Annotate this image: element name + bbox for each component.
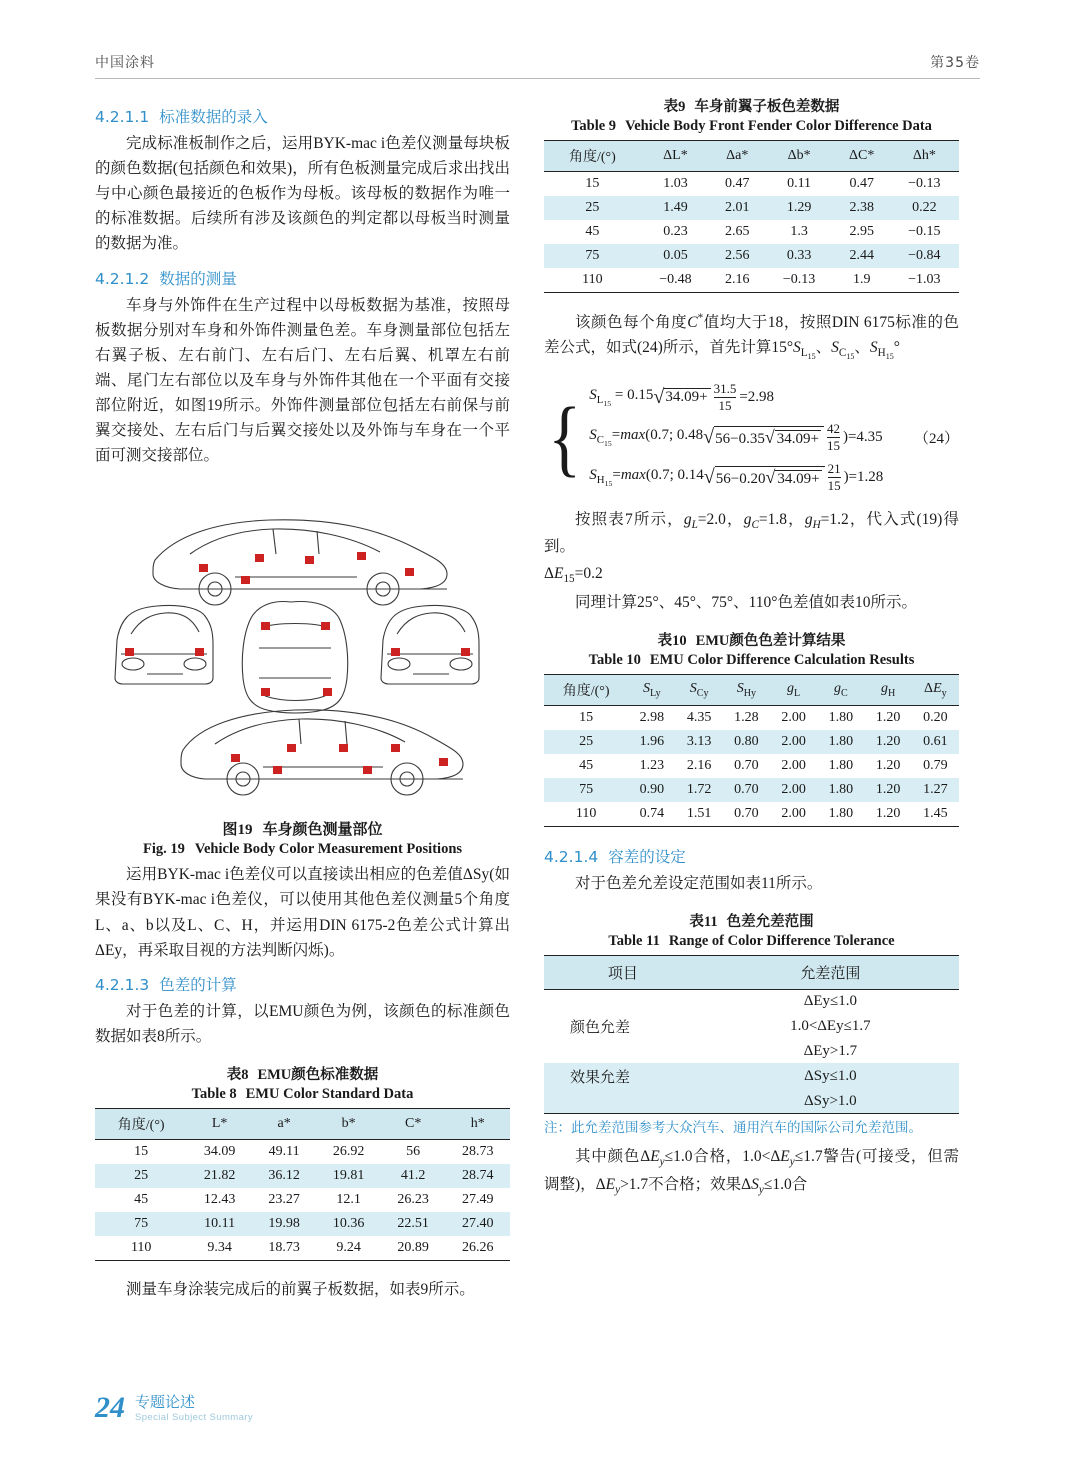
table-row bbox=[95, 1236, 510, 1261]
cell: 45 bbox=[585, 224, 600, 239]
column-header: C* bbox=[381, 1108, 446, 1139]
cell: 0.90 bbox=[628, 778, 675, 802]
column-header: ΔC* bbox=[834, 141, 890, 172]
table-11-note: 注：此允差范围参考大众汽车、通用汽车的国际公司允差范围。 bbox=[544, 1120, 922, 1137]
cell: 1.27 bbox=[912, 778, 959, 802]
cell: 28.73 bbox=[461, 1143, 494, 1159]
column-header: Δh* bbox=[890, 141, 959, 172]
cell: 1.0<ΔEy≤1.7 bbox=[790, 1018, 871, 1035]
section-heading-4214 bbox=[544, 845, 959, 867]
cell: ΔSy≤1.0 bbox=[702, 1063, 959, 1090]
table-row bbox=[544, 706, 959, 731]
table-row bbox=[544, 990, 959, 1014]
cell: 19.81 bbox=[316, 1164, 381, 1188]
cell: 0.11 bbox=[787, 176, 812, 191]
column-header: Δa* bbox=[710, 141, 764, 172]
cell: 0.47 bbox=[849, 176, 874, 191]
table-row bbox=[544, 220, 959, 244]
table-row bbox=[544, 1013, 959, 1040]
cell: 9.24 bbox=[316, 1236, 381, 1261]
cell: 1.28 bbox=[734, 710, 759, 726]
cell: 0.70 bbox=[734, 758, 759, 774]
cell: −1.03 bbox=[890, 268, 959, 293]
cell: 2.65 bbox=[725, 224, 750, 239]
vehicle-diagram bbox=[95, 482, 495, 812]
cell: 1.03 bbox=[663, 176, 688, 191]
equation-block-24 bbox=[544, 374, 959, 501]
paragraph-table7-ref: 按照表7所示，$g_L=2.0$，$g_C=1.8$，$g_H=1.2$，代入式(19)得到。 bbox=[544, 510, 959, 555]
column-header: h* bbox=[445, 1108, 510, 1139]
cell: 19.98 bbox=[252, 1212, 317, 1236]
column-header: $g_C$ bbox=[817, 675, 864, 706]
cell: 2.00 bbox=[770, 778, 817, 802]
row-label bbox=[544, 1090, 702, 1114]
table-8-block bbox=[95, 1063, 510, 1261]
cell: 27.49 bbox=[461, 1191, 494, 1207]
table-8 bbox=[95, 1108, 510, 1261]
footer-section-en: Special Subject Summary bbox=[135, 1412, 253, 1423]
row-label: 颜色允差 bbox=[570, 1020, 631, 1037]
cell: 1.23 bbox=[639, 758, 665, 774]
table-9-title-en bbox=[544, 118, 959, 135]
cell: 26.26 bbox=[445, 1236, 510, 1261]
table-8-name-en: EMU Color Standard Data bbox=[245, 1085, 414, 1102]
figure-caption-cn bbox=[95, 818, 510, 839]
section-number: 4.2.1.2 bbox=[95, 269, 150, 288]
cell: 1.80 bbox=[817, 730, 864, 754]
cell: 0.74 bbox=[628, 802, 675, 827]
paragraph-measurement: 车身与外饰件在生产过程中以母板数据为基准，按照母板数据分别对车身和外饰件测量色差。车身测量部位包括左右翼子板、左右前门、左右后门、左右后翼、机罩左右前端、尾门左右部位以及车身与外饰件其他在一个平面有交接部位附近，如图19所示。外饰件测量部位包括左右前保与前翼交接处、左右后门与后翼交接处以及外饰与车身在一个平面可测交接部位。 bbox=[95, 296, 510, 465]
cell: 2.00 bbox=[781, 758, 806, 774]
table-header-row bbox=[95, 1108, 510, 1139]
cell: 45 bbox=[579, 758, 594, 774]
cell: 28.74 bbox=[445, 1164, 510, 1188]
cell: 41.2 bbox=[381, 1164, 446, 1188]
cell: 2.95 bbox=[849, 224, 874, 239]
section-title: 色差的计算 bbox=[159, 975, 237, 994]
figure-label-en: Fig. 19 bbox=[142, 841, 185, 858]
column-header: $S_{Cy}$ bbox=[675, 675, 722, 706]
cell: 2.16 bbox=[686, 758, 712, 774]
table-11 bbox=[544, 955, 959, 1114]
column-header: $S_{Hy}$ bbox=[723, 675, 770, 706]
table-8-label-en: Table 8 bbox=[191, 1085, 237, 1102]
section-heading-4212 bbox=[95, 267, 510, 289]
cell: 2.98 bbox=[639, 710, 665, 726]
cell: 1.20 bbox=[864, 730, 911, 754]
cell: 75 bbox=[544, 778, 628, 802]
paragraph-standard-data: 完成标准板制作之后，运用BYK-mac i色差仪测量每块板的颜色数据(包括颜色和效果)，所有色板测量完成后求出找出与中心颜色最接近的色板作为母板。该母板的数据作为唯一的标准数据。后续所有涉及该颜色的判定都以母板当时测量的数据为准。 bbox=[95, 135, 510, 253]
cell: 0.33 bbox=[764, 244, 833, 268]
cell: 15 bbox=[134, 1143, 149, 1159]
paragraph-byk-mac: 运用BYK-mac i色差仪可以直接读出相应的色差值ΔSy(如果没有BYK-mac i色差仪，可以使用其他色差仪测量5个角度L、a、b以及L、C、H，并运用DIN 6175-2色差公式计算出ΔEy，再采取目视的方法判断闪烁)。 bbox=[95, 866, 510, 959]
cell: 49.11 bbox=[268, 1143, 300, 1159]
table-row bbox=[544, 1063, 959, 1090]
cell: 20.89 bbox=[381, 1236, 446, 1261]
cell: 1.49 bbox=[641, 196, 710, 220]
page-number: 24 bbox=[95, 1391, 125, 1424]
cell: 1.20 bbox=[875, 710, 901, 726]
table-row bbox=[544, 1040, 959, 1063]
measurement-point-markers bbox=[125, 552, 470, 774]
table-9-label-en: Table 9 bbox=[571, 118, 617, 134]
table-10-label-cn: 表10 bbox=[657, 633, 687, 650]
table-row bbox=[95, 1139, 510, 1164]
cell: 36.12 bbox=[252, 1164, 317, 1188]
cell: 4.35 bbox=[686, 710, 712, 726]
cell: 10.36 bbox=[316, 1212, 381, 1236]
table-9-title-cn bbox=[544, 95, 959, 116]
equation-sl15: $S_{L_{15}} = 0.15$ √ 34.09+ $\frac{31.5}{15}$ =2.98 bbox=[589, 380, 775, 413]
paragraph-delta-e15: $\Delta E_{15}=0.2$ bbox=[544, 564, 603, 585]
cell: 26.23 bbox=[397, 1191, 429, 1207]
page-footer bbox=[95, 1391, 980, 1423]
column-header: $g_H$ bbox=[864, 675, 911, 706]
table-8-title-en bbox=[95, 1086, 510, 1103]
cell: 1.51 bbox=[675, 802, 722, 827]
cell: 0.47 bbox=[725, 176, 750, 191]
cell: 1.3 bbox=[790, 224, 808, 239]
table-11-title-cn bbox=[544, 910, 959, 931]
cell: 26.92 bbox=[332, 1143, 365, 1159]
section-number: 4.2.1.1 bbox=[95, 108, 150, 126]
cell: 12.1 bbox=[336, 1191, 361, 1207]
column-header: 角度/(°) bbox=[544, 141, 641, 172]
cell: −0.13 bbox=[908, 176, 941, 191]
table-10-name-en: EMU Color Difference Calculation Results bbox=[649, 652, 915, 669]
table-header-row bbox=[544, 675, 959, 706]
table-8-title-cn bbox=[95, 1063, 510, 1084]
table-11-name-en: Range of Color Difference Tolerance bbox=[668, 933, 895, 950]
section-heading-4213 bbox=[95, 973, 510, 995]
cell: 1.80 bbox=[828, 710, 854, 726]
column-header: a* bbox=[252, 1108, 317, 1139]
row-label: 效果允差 bbox=[544, 1063, 702, 1090]
row-label bbox=[544, 1040, 702, 1063]
column-header: $g_L$ bbox=[770, 675, 817, 706]
cell: 21.82 bbox=[187, 1164, 252, 1188]
table-row bbox=[95, 1188, 510, 1212]
cell: 110 bbox=[544, 802, 628, 827]
cell: 1.80 bbox=[828, 758, 854, 774]
cell: 1.72 bbox=[675, 778, 722, 802]
cell: 0.61 bbox=[912, 730, 959, 754]
column-header: $\Delta E_y$ bbox=[912, 675, 959, 706]
cell: 0.23 bbox=[663, 224, 688, 239]
cell: 0.20 bbox=[923, 710, 948, 726]
equation-number: （24） bbox=[913, 430, 959, 447]
cell: 18.73 bbox=[252, 1236, 317, 1261]
equation-sc15: $S_{C_{15}}=\max(0.7$; 0.48 √ 56−0.35√ 34.09+ $\frac{42}{15}$ )=4.35 （24） bbox=[589, 420, 959, 453]
section-title: 数据的测量 bbox=[159, 269, 237, 288]
figure-title-en: Vehicle Body Color Measurement Positions bbox=[194, 841, 463, 858]
section-title: 容差的设定 bbox=[608, 848, 686, 867]
cell: 75 bbox=[95, 1212, 187, 1236]
table-row bbox=[95, 1164, 510, 1188]
right-column bbox=[544, 95, 959, 1304]
table-header-row bbox=[544, 141, 959, 172]
table-9-name-cn: 车身前翼子板色差数据 bbox=[694, 99, 840, 115]
journal-name: 中国涂料 bbox=[95, 55, 155, 71]
table-row bbox=[544, 172, 959, 197]
cell: 0.80 bbox=[723, 730, 770, 754]
cell: 1.80 bbox=[817, 778, 864, 802]
table-8-name-cn: EMU颜色标准数据 bbox=[257, 1066, 379, 1083]
cell: 25 bbox=[544, 196, 641, 220]
cell: 0.22 bbox=[890, 196, 959, 220]
paragraph-other-angles: 同理计算25°、45°、75°、110°色差值如表10所示。 bbox=[575, 594, 917, 611]
cell: 2.01 bbox=[710, 196, 764, 220]
page-header bbox=[95, 52, 980, 79]
paragraph-conclusion: 其中颜色$\Delta E_y\le 1.0$合格，$1.0<\Delta E_y\le 1.7$警告(可接受，但需调整)，$\Delta E_y>1.7$不合格；效果$\Delta S_y\le 1.0$合 bbox=[544, 1148, 960, 1196]
column-header: 角度/(°) bbox=[95, 1108, 187, 1139]
table-8-label-cn: 表8 bbox=[226, 1066, 249, 1083]
cell: 12.43 bbox=[203, 1191, 236, 1207]
figure-label-cn: 图19 bbox=[222, 822, 253, 839]
cell: ΔEy>1.7 bbox=[803, 1043, 858, 1060]
row-label bbox=[544, 990, 702, 1014]
table-header-row bbox=[544, 956, 959, 990]
section-heading-4211 bbox=[95, 105, 510, 127]
cell: 25 bbox=[95, 1164, 187, 1188]
cell: 1.96 bbox=[628, 730, 675, 754]
paragraph-fender-data: 测量车身涂装完成后的前翼子板数据，如表9所示。 bbox=[126, 1280, 475, 1298]
table-row bbox=[544, 268, 959, 293]
cell: 0.05 bbox=[641, 244, 710, 268]
cell: 1.20 bbox=[875, 758, 901, 774]
table-11-label-cn: 表11 bbox=[689, 914, 718, 931]
cell: 1.20 bbox=[864, 778, 911, 802]
column-header: 角度/(°) bbox=[544, 675, 628, 706]
cell: 2.00 bbox=[770, 802, 817, 827]
cell: 1.29 bbox=[764, 196, 833, 220]
cell: 75 bbox=[544, 244, 641, 268]
cell: 2.16 bbox=[710, 268, 764, 293]
section-title: 标准数据的录入 bbox=[159, 108, 268, 126]
equation-sh15: $S_{H_{15}}=\max(0.7$; 0.14 √ 56−0.20√ 34.09+ $\frac{21}{15}$ )=1.28 bbox=[589, 460, 884, 493]
cell: 15 bbox=[585, 176, 600, 191]
figure-19 bbox=[95, 482, 510, 858]
section-number: 4.2.1.4 bbox=[544, 848, 599, 867]
section-number: 4.2.1.3 bbox=[95, 975, 150, 994]
table-10 bbox=[544, 674, 959, 827]
table-11-name-cn: 色差允差范围 bbox=[726, 914, 814, 931]
paragraph-tolerance: 对于色差允差设定范围如表11所示。 bbox=[575, 875, 823, 893]
cell: 2.38 bbox=[834, 196, 890, 220]
column-header: b* bbox=[316, 1108, 381, 1139]
cell: ΔSy>1.0 bbox=[702, 1090, 959, 1114]
cell: 0.79 bbox=[923, 758, 948, 774]
cell: 110 bbox=[544, 268, 641, 293]
two-column-body bbox=[95, 95, 980, 1304]
paragraph-din6175: 该颜色每个角度C*值均大于18，按照DIN 6175标准的色差公式，如式(24)所示，首先计算$15^\circ S_{L_{15}}$、$S_{C_{15}}$、$S_{H_{15}}^\circ$ bbox=[544, 312, 959, 362]
cell: −0.84 bbox=[890, 244, 959, 268]
cell: 25 bbox=[544, 730, 628, 754]
cell: 1.20 bbox=[864, 802, 911, 827]
table-row bbox=[544, 730, 959, 754]
cell: 0.70 bbox=[723, 802, 770, 827]
column-header: ΔL* bbox=[641, 141, 710, 172]
figure-caption-en bbox=[95, 841, 510, 858]
cell: 1.9 bbox=[834, 268, 890, 293]
cell: 0.70 bbox=[723, 778, 770, 802]
cell: 23.27 bbox=[268, 1191, 300, 1207]
cell: ΔEy≤1.0 bbox=[803, 993, 857, 1010]
cell: −0.13 bbox=[764, 268, 833, 293]
cell: 56 bbox=[406, 1143, 421, 1159]
figure-title-cn: 车身颜色测量部位 bbox=[262, 822, 383, 839]
footer-section bbox=[135, 1391, 253, 1423]
left-column bbox=[95, 95, 510, 1304]
column-header: L* bbox=[187, 1108, 252, 1139]
brace-glyph: { bbox=[548, 388, 582, 485]
table-10-label-en: Table 10 bbox=[588, 652, 641, 669]
paragraph-emu-example: 对于色差的计算，以EMU颜色为例，该颜色的标准颜色数据如表8所示。 bbox=[95, 1002, 510, 1045]
cell: 1.45 bbox=[912, 802, 959, 827]
table-10-name-cn: EMU颜色色差计算结果 bbox=[695, 633, 846, 650]
table-9-label-cn: 表9 bbox=[663, 99, 686, 115]
cell: 10.11 bbox=[187, 1212, 252, 1236]
cell: 34.09 bbox=[203, 1143, 236, 1159]
table-row bbox=[544, 244, 959, 268]
table-10-title-cn bbox=[544, 629, 959, 650]
cell: 3.13 bbox=[675, 730, 722, 754]
footer-section-cn: 专题论述 bbox=[135, 1393, 196, 1411]
volume-label: 第35卷 bbox=[930, 55, 980, 71]
table-row bbox=[544, 754, 959, 778]
column-header: 项目 bbox=[544, 956, 702, 990]
table-row bbox=[95, 1212, 510, 1236]
cell: 2.00 bbox=[781, 710, 806, 726]
cell: 27.40 bbox=[445, 1212, 510, 1236]
cell: 9.34 bbox=[187, 1236, 252, 1261]
column-header: $S_{Ly}$ bbox=[628, 675, 675, 706]
cell: 2.44 bbox=[834, 244, 890, 268]
table-9 bbox=[544, 140, 959, 293]
column-header: Δb* bbox=[764, 141, 833, 172]
table-9-name-en: Vehicle Body Front Fender Color Difference Data bbox=[625, 118, 932, 134]
cell: 22.51 bbox=[381, 1212, 446, 1236]
cell: −0.15 bbox=[908, 224, 941, 239]
table-10-block bbox=[544, 629, 959, 827]
table-row bbox=[544, 778, 959, 802]
table-row bbox=[544, 196, 959, 220]
cell: 1.80 bbox=[817, 802, 864, 827]
table-10-title-en bbox=[544, 652, 959, 669]
table-11-block bbox=[544, 910, 959, 1138]
cell: 2.56 bbox=[710, 244, 764, 268]
table-11-title-en bbox=[544, 933, 959, 950]
cell: 2.00 bbox=[770, 730, 817, 754]
table-11-label-en: Table 11 bbox=[608, 933, 660, 950]
cell: 15 bbox=[579, 710, 594, 726]
cell: −0.48 bbox=[641, 268, 710, 293]
table-row bbox=[544, 802, 959, 827]
cell: 110 bbox=[95, 1236, 187, 1261]
cell: 45 bbox=[134, 1191, 149, 1207]
column-header: 允差范围 bbox=[702, 956, 959, 990]
table-9-block bbox=[544, 95, 959, 293]
table-row bbox=[544, 1090, 959, 1114]
